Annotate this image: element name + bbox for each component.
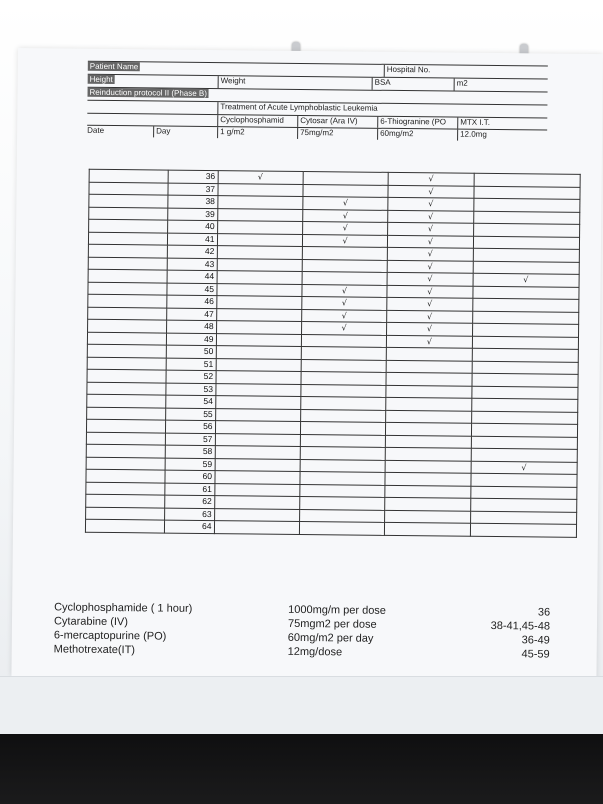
checkmark-icon: √: [428, 199, 434, 209]
legend-drug-2: 6-mercaptopurine (PO): [53, 629, 167, 643]
form-header: [87, 61, 548, 142]
dose-cell: [215, 421, 300, 434]
dose-cell: [217, 258, 302, 271]
dose-cell: [471, 423, 578, 437]
dose-cell: [472, 336, 579, 350]
day-cell: 40: [168, 220, 218, 233]
dose-cell: [470, 523, 577, 537]
dose-cell: [299, 509, 384, 522]
day-cell: 36: [168, 170, 218, 183]
dose-cell: [471, 473, 578, 487]
checkmark-icon: √: [523, 275, 529, 285]
checkmark-icon: √: [428, 187, 434, 197]
checkmark-icon: √: [428, 212, 434, 222]
dose-cell: [300, 434, 385, 447]
day-cell: 46: [167, 295, 217, 308]
dose-cell: [216, 296, 301, 309]
day-cell: 59: [165, 458, 215, 471]
dose-cell: [470, 486, 577, 500]
day-cell: 50: [166, 345, 216, 358]
date-cell: [88, 269, 167, 282]
date-cell: [88, 244, 167, 257]
chart-title: Treatment of Acute Lymphoblastic Leukemia: [217, 102, 377, 116]
legend-days-0: 36: [537, 606, 551, 619]
dose-cell: [472, 348, 579, 362]
day-cell: 45: [167, 283, 217, 296]
day-cell: 47: [167, 308, 217, 321]
drug-name-3: MTX I.T.: [457, 118, 490, 129]
date-cell: [88, 282, 167, 295]
day-column-header: Day: [153, 126, 170, 137]
dose-cell: [215, 433, 300, 446]
day-cell: 37: [168, 183, 218, 196]
checkmark-icon: √: [341, 323, 347, 333]
dose-cell: [473, 261, 580, 275]
checkmark-icon: √: [427, 274, 433, 284]
checkmark-icon: √: [427, 224, 434, 234]
day-cell: 62: [165, 495, 215, 508]
dose-cell: [473, 236, 580, 250]
date-cell: [89, 207, 168, 220]
dose-cell: [385, 497, 470, 510]
treatment-chart-sheet: [11, 48, 603, 682]
legend-drugs: [54, 600, 193, 657]
dose-cell: [385, 447, 470, 460]
day-cell: 60: [165, 470, 215, 483]
drug-dose-3: 12.0mg: [457, 130, 487, 141]
checkmark-icon: √: [341, 286, 348, 296]
wall-baseboard: [0, 676, 603, 735]
dose-cell: [473, 211, 580, 225]
day-cell: 48: [167, 320, 217, 333]
drug-name-0: Cyclophosphamid: [217, 115, 284, 127]
dose-cell: [302, 234, 387, 247]
dose-cell: [387, 297, 472, 310]
dose-cell: [300, 409, 385, 422]
day-cell: 57: [165, 433, 215, 446]
weight-label: Weight: [218, 76, 246, 88]
dose-cell: [388, 210, 473, 223]
checkmark-icon: √: [257, 172, 263, 182]
legend-days-2: 36-49: [521, 634, 550, 647]
legend-dose-0: 1000mg/m per dose: [288, 603, 387, 617]
height-label: Height: [89, 74, 113, 84]
dose-cell: [388, 185, 473, 198]
legend-days-1: 38-41,45-48: [490, 619, 551, 633]
dose-cell: [301, 321, 386, 334]
date-cell: [87, 357, 166, 370]
day-cell: 42: [167, 245, 217, 258]
dose-cell: [387, 285, 472, 298]
day-cell: 55: [166, 408, 216, 421]
legend-drug-0: Cyclophosphamide ( 1 hour): [54, 601, 193, 615]
day-cell: 54: [166, 395, 216, 408]
dose-cell: [216, 358, 301, 371]
dose-cell: [474, 173, 581, 187]
dose-cell: [215, 396, 300, 409]
date-cell: [87, 394, 166, 407]
day-cell: 61: [165, 483, 215, 496]
date-cell: [88, 307, 167, 320]
drug-dose-2: 60mg/m2: [377, 129, 413, 140]
dose-cell: [303, 171, 388, 184]
dose-cell: [472, 373, 579, 387]
legend-drug-1: Cytarabine (IV): [53, 615, 129, 629]
dose-cell: [217, 221, 302, 234]
checkmark-icon: √: [427, 287, 433, 297]
dose-cell: [471, 448, 578, 462]
dose-cell: [302, 309, 387, 322]
dose-cell: [216, 333, 301, 346]
day-cell: 44: [167, 270, 217, 283]
dose-cell: [301, 346, 386, 359]
dose-cell: [388, 235, 473, 248]
date-cell: [88, 232, 167, 245]
dose-cell: [216, 321, 301, 334]
dose-cell: [215, 383, 300, 396]
day-cell: 58: [165, 445, 215, 458]
dose-cell: [472, 311, 579, 325]
dose-cell: [472, 323, 579, 337]
dose-cell: [473, 223, 580, 237]
date-cell: [86, 419, 165, 432]
dose-cell: [386, 372, 471, 385]
dose-cell: [303, 209, 388, 222]
date-cell: [89, 182, 168, 195]
dose-cell: [300, 484, 385, 497]
dose-cell: [217, 183, 302, 196]
legend-dose-2: 60mg/m2 per day: [287, 631, 374, 645]
dose-cell: [388, 172, 473, 185]
date-cell: [88, 257, 167, 270]
dose-cell: [473, 273, 580, 287]
dose-cell: [214, 496, 299, 509]
dose-cell: [385, 485, 470, 498]
date-cell: [85, 519, 164, 532]
m2-label: m2: [454, 79, 468, 91]
dose-cell: [302, 271, 387, 284]
date-cell: [89, 219, 168, 232]
checkmark-icon: √: [426, 337, 432, 347]
dose-cell: [301, 396, 386, 409]
dose-cell: [215, 408, 300, 421]
dose-cell: [300, 471, 385, 484]
drug-dose-0: 1 g/m2: [217, 127, 245, 138]
dose-cell: [387, 310, 472, 323]
dose-cell: [302, 246, 387, 259]
checkmark-icon: √: [427, 262, 433, 272]
checkmark-icon: √: [427, 299, 433, 309]
dose-cell: [301, 359, 386, 372]
day-cell: 38: [168, 195, 218, 208]
dose-cell: [388, 197, 473, 210]
day-cell: 39: [168, 208, 218, 221]
dose-cell: [471, 461, 578, 475]
dose-cell: [218, 171, 303, 184]
dose-cell: [217, 196, 302, 209]
dose-cell: [470, 511, 577, 525]
day-cell: 49: [166, 333, 216, 346]
checkmark-icon: √: [426, 312, 433, 322]
day-cell: 56: [165, 420, 215, 433]
dose-cell: [302, 296, 387, 309]
legend-days-3: 45-59: [521, 648, 550, 661]
dose-cell: [471, 398, 578, 412]
dose-cell: [303, 184, 388, 197]
day-cell: 63: [165, 508, 215, 521]
date-cell: [87, 369, 166, 382]
dose-cell: [300, 421, 385, 434]
checkmark-icon: √: [427, 237, 433, 247]
date-cell: [87, 344, 166, 357]
dose-cell: [216, 308, 301, 321]
dose-cell: [217, 208, 302, 221]
checkmark-icon: √: [427, 249, 433, 259]
checkmark-icon: √: [341, 311, 347, 321]
dose-cell: [216, 346, 301, 359]
day-cell: 52: [166, 370, 216, 383]
checkmark-icon: √: [342, 211, 348, 221]
day-cell: 51: [166, 358, 216, 371]
date-column-header: Date: [87, 125, 105, 135]
date-cell: [86, 507, 165, 520]
dose-cell: [386, 385, 471, 398]
checkmark-icon: √: [428, 174, 434, 184]
protocol-label: Reinduction protocol II (Phase B): [89, 87, 207, 98]
checkmark-icon: √: [426, 324, 433, 334]
dose-cell: [471, 386, 578, 400]
legend-days: [470, 605, 551, 662]
dose-cell: [388, 222, 473, 235]
dark-floor: [0, 734, 603, 804]
day-cell: 41: [167, 233, 217, 246]
date-cell: [86, 494, 165, 507]
dose-cell: [302, 284, 387, 297]
dose-cell: [214, 508, 299, 521]
dose-cell: [470, 498, 577, 512]
dose-cell: [299, 521, 384, 534]
dose-cell: [386, 397, 471, 410]
dose-cell: [216, 371, 301, 384]
dose-cell: [387, 322, 472, 335]
legend-doses: [288, 603, 386, 660]
drug-name-2: 6-Thiogranine (PO: [377, 117, 446, 129]
dose-cell: [472, 298, 579, 312]
dose-cell: [387, 335, 472, 348]
dose-cell: [303, 196, 388, 209]
dose-cell: [216, 283, 301, 296]
date-cell: [86, 457, 165, 470]
dose-cell: [300, 446, 385, 459]
drug-dose-1: 75mg/m2: [297, 128, 333, 139]
dose-cell: [385, 510, 470, 523]
date-cell: [89, 194, 168, 207]
dose-cell: [215, 446, 300, 459]
dose-cell: [386, 360, 471, 373]
legend-dose-3: 12mg/dose: [287, 645, 343, 659]
dose-cell: [386, 435, 471, 448]
dose-cell: [214, 483, 299, 496]
dose-cell: [301, 371, 386, 384]
dose-cell: [387, 260, 472, 273]
date-cell: [86, 444, 165, 457]
dose-cell: [387, 272, 472, 285]
day-cell: 53: [166, 383, 216, 396]
dose-cell: [214, 521, 299, 534]
day-cell: 43: [167, 258, 217, 271]
date-cell: [88, 319, 167, 332]
dose-cell: [471, 411, 578, 425]
hospital-no-label: Hospital No.: [384, 65, 431, 77]
date-cell: [86, 432, 165, 445]
checkmark-icon: √: [521, 463, 527, 473]
date-cell: [89, 169, 168, 182]
dose-cell: [301, 334, 386, 347]
legend-drug-3: Methotrexate(IT): [53, 643, 136, 657]
date-cell: [87, 382, 166, 395]
schedule-table: [85, 169, 581, 538]
dose-cell: [472, 286, 579, 300]
dose-cell: [472, 361, 579, 375]
dose-cell: [217, 233, 302, 246]
dose-cell: [385, 522, 470, 535]
dose-cell: [217, 246, 302, 259]
checkmark-icon: √: [342, 236, 348, 246]
dose-cell: [473, 198, 580, 212]
dose-cell: [300, 496, 385, 509]
day-cell: 64: [164, 520, 214, 533]
dose-cell: [215, 458, 300, 471]
dose-cell: [385, 472, 470, 485]
dose-cell: [302, 259, 387, 272]
date-cell: [87, 332, 166, 345]
dose-cell: [473, 248, 580, 262]
date-cell: [86, 469, 165, 482]
dose-cell: [301, 384, 386, 397]
dose-cell: [386, 410, 471, 423]
date-cell: [87, 407, 166, 420]
patient-name-label: Patient Name: [89, 61, 139, 72]
drug-name-1: Cytosar (Ara IV): [297, 116, 357, 128]
dose-cell: [474, 186, 581, 200]
date-cell: [88, 294, 167, 307]
dose-cell: [385, 460, 470, 473]
dose-cell: [471, 436, 578, 450]
bsa-label: BSA: [372, 78, 391, 90]
checkmark-icon: √: [342, 223, 348, 233]
dose-cell: [214, 471, 299, 484]
checkmark-icon: √: [342, 198, 349, 208]
dose-cell: [300, 459, 385, 472]
dose-cell: [217, 271, 302, 284]
dose-cell: [388, 247, 473, 260]
dose-cell: [302, 221, 387, 234]
dose-cell: [386, 422, 471, 435]
date-cell: [86, 482, 165, 495]
dose-cell: [386, 347, 471, 360]
checkmark-icon: √: [341, 298, 347, 308]
legend-dose-1: 75mgm2 per dose: [287, 617, 377, 631]
